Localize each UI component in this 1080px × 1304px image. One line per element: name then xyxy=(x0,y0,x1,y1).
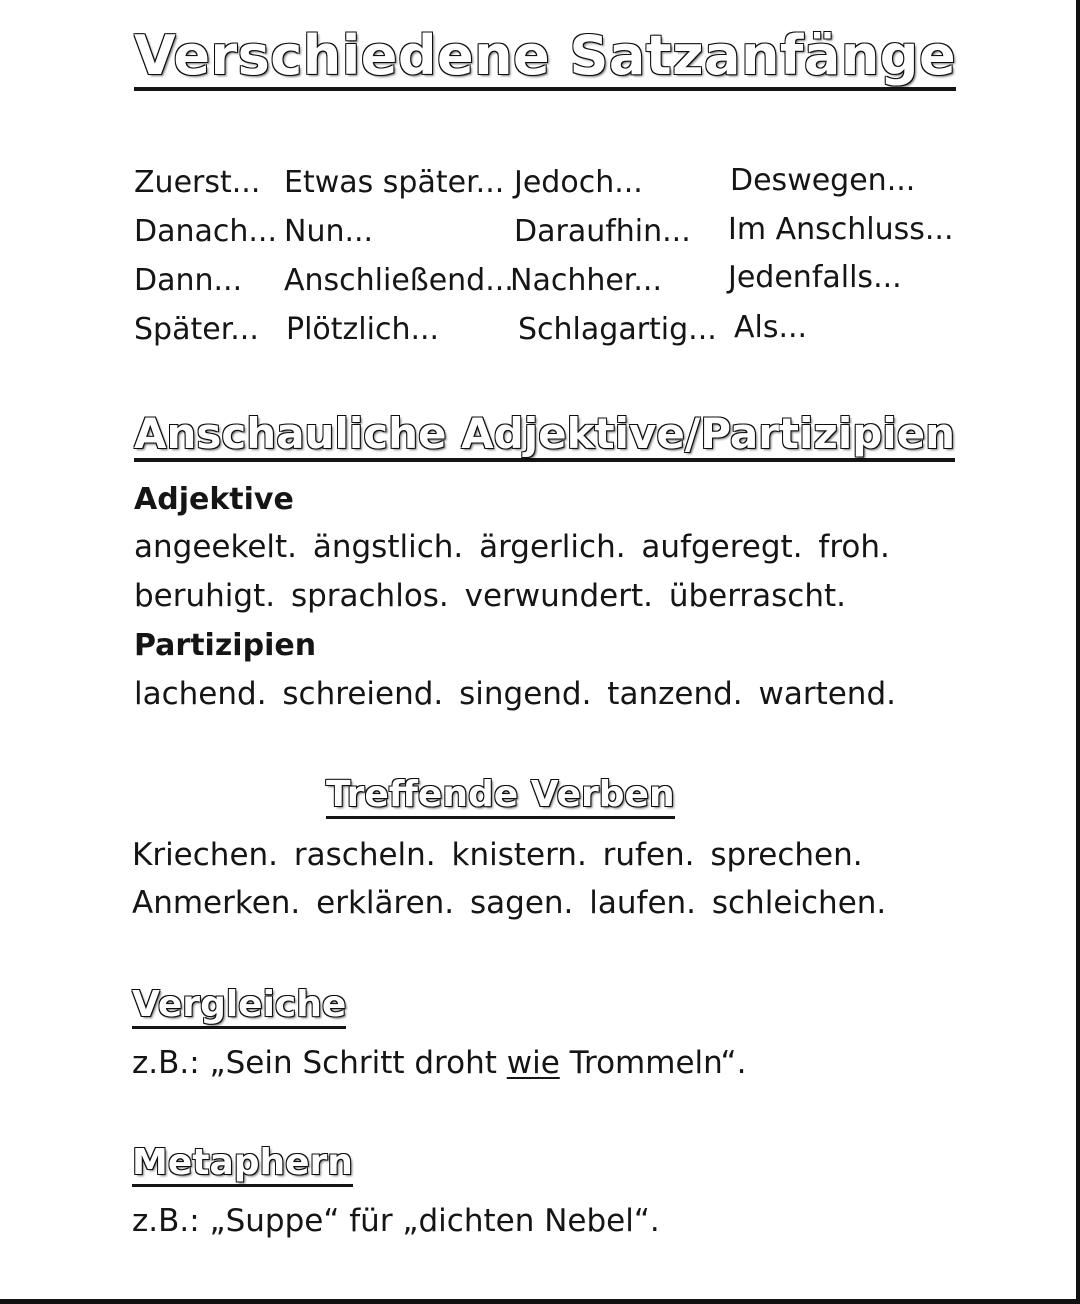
word-satzanfang: Anschließend... xyxy=(284,263,514,298)
word-satzanfang: Daraufhin... xyxy=(514,214,691,249)
heading-satzanfaenge: Verschiedene Satzanfänge xyxy=(134,28,956,91)
metaphern-example: z.B.: „Suppe“ für „dichten Nebel“. xyxy=(132,1203,660,1239)
word-satzanfang: Plötzlich... xyxy=(286,312,440,347)
word-satzanfang: Im Anschluss... xyxy=(728,212,954,247)
word-satzanfang: Schlagartig... xyxy=(518,312,717,347)
verben-line: Anmerken. erklären. sagen. laufen. schleichen. xyxy=(132,885,887,921)
vergleiche-keyword: wie xyxy=(506,1045,560,1081)
heading-vergleiche: Vergleiche xyxy=(132,986,346,1029)
word-satzanfang: Zuerst... xyxy=(134,165,261,200)
word-satzanfang: Etwas später... xyxy=(284,165,505,200)
word-satzanfang: Nachher... xyxy=(510,263,662,298)
vergleiche-example-prefix: z.B.: „Sein Schritt droht xyxy=(132,1045,507,1081)
vergleiche-example xyxy=(132,1045,747,1081)
word-satzanfang: Nun... xyxy=(284,214,374,249)
partizipien-line: lachend. schreiend. singend. tanzend. wartend. xyxy=(134,676,896,712)
word-satzanfang: Dann... xyxy=(134,263,243,298)
frame-edge-bottom xyxy=(0,1299,1080,1304)
adjektive-line: angeekelt. ängstlich. ärgerlich. aufgeregt. froh. xyxy=(134,529,890,565)
label-adjektive: Adjektive xyxy=(134,482,294,517)
word-satzanfang: Danach... xyxy=(134,214,277,249)
heading-verben: Treffende Verben xyxy=(326,776,675,819)
word-satzanfang: Deswegen... xyxy=(730,163,916,198)
heading-adjektive-partizipien: Anschauliche Adjektive/Partizipien xyxy=(134,412,955,462)
word-satzanfang: Jedoch... xyxy=(514,165,643,200)
adjektive-line: beruhigt. sprachlos. verwundert. überrascht. xyxy=(134,578,847,614)
vergleiche-example-suffix: Trommeln“. xyxy=(559,1045,747,1081)
word-satzanfang: Jedenfalls... xyxy=(728,260,902,295)
word-satzanfang: Als... xyxy=(734,310,808,345)
verben-line: Kriechen. rascheln. knistern. rufen. sprechen. xyxy=(132,837,863,873)
frame-edge-right xyxy=(1076,0,1080,1304)
label-partizipien: Partizipien xyxy=(134,628,317,663)
heading-metaphern: Metaphern xyxy=(132,1144,353,1187)
word-satzanfang: Später... xyxy=(134,312,259,347)
